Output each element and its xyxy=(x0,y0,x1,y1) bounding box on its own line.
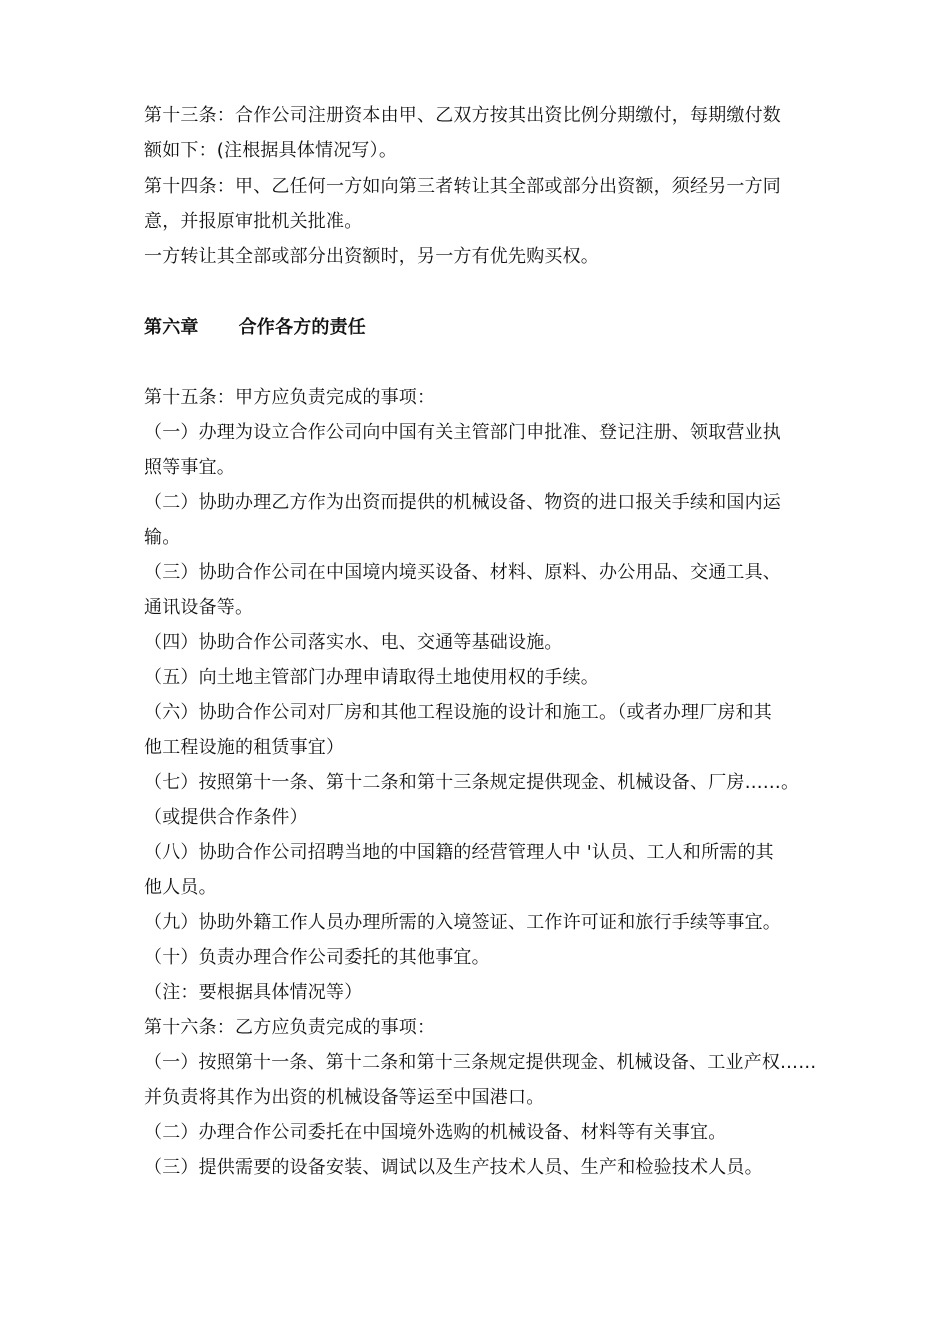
article-15-item-6-line-2: 他工程设施的租赁事宜） xyxy=(144,737,345,758)
article-15-item-6-line-1: （六）协助合作公司对厂房和其他工程设施的设计和施工。（或者办理厂房和其 xyxy=(144,702,772,723)
article-16-item-2: （二）办理合作公司委托在中国境外选购的机械设备、材料等有关事宜。 xyxy=(144,1122,727,1143)
article-15-heading: 第十五条：甲方应负责完成的事项： xyxy=(144,387,436,408)
article-15-item-8-line-2: 他人员。 xyxy=(144,877,217,898)
article-13-line-2: 额如下：(注根据具体情况写）。 xyxy=(144,140,398,161)
article-15-item-7-line-1: （七）按照第十一条、第十二条和第十三条规定提供现金、机械设备、厂房……。 xyxy=(144,772,800,793)
article-15-item-9: （九）协助外籍工作人员办理所需的入境签证、工作许可证和旅行手续等事宜。 xyxy=(144,912,781,933)
article-15-item-3-line-2: 通讯设备等。 xyxy=(144,597,254,618)
article-15-item-3-line-1: （三）协助合作公司在中国境内境买设备、材料、原料、办公用品、交通工具、 xyxy=(144,562,781,583)
article-15-item-4: （四）协助合作公司落实水、电、交通等基础设施。 xyxy=(144,632,563,653)
article-14-line-1: 第十四条：甲、乙任何一方如向第三者转让其全部或部分出资额，须经另一方同 xyxy=(144,176,781,197)
article-15-item-8-line-1: （八）协助合作公司招聘当地的中国籍的经营管理人中 '认员、工人和所需的其 xyxy=(144,842,774,863)
article-15-item-2-line-2: 输。 xyxy=(144,527,181,548)
chapter-title: 合作各方的责任 xyxy=(238,317,367,338)
chapter-heading xyxy=(144,316,366,340)
article-15-item-2-line-1: （二）协助办理乙方作为出资而提供的机械设备、物资的进口报关手续和国内运 xyxy=(144,492,781,513)
article-14-line-3: 一方转让其全部或部分出资额时，另一方有优先购买权。 xyxy=(144,246,599,267)
article-13-line-1: 第十三条：合作公司注册资本由甲、乙双方按其出资比例分期缴付，每期缴付数 xyxy=(144,105,781,126)
article-15-item-7-line-2: （或提供合作条件） xyxy=(144,807,308,828)
article-15-item-10: （十）负责办理合作公司委托的其他事宜。 xyxy=(144,947,490,968)
article-15-item-1-line-1: （一）办理为设立合作公司向中国有关主管部门申批准、登记注册、领取营业执 xyxy=(144,422,781,443)
article-14-line-2: 意，并报原审批机关批准。 xyxy=(144,211,363,232)
article-15-item-1-line-2: 照等事宜。 xyxy=(144,457,235,478)
chapter-number: 第六章 xyxy=(144,317,199,338)
article-15-note: （注：要根据具体情况等） xyxy=(144,982,363,1003)
article-16-heading: 第十六条：乙方应负责完成的事项： xyxy=(144,1017,436,1038)
article-15-item-5: （五）向土地主管部门办理申请取得土地使用权的手续。 xyxy=(144,667,599,688)
article-16-item-3: （三）提供需要的设备安装、调试以及生产技术人员、生产和检验技术人员。 xyxy=(144,1157,763,1178)
article-16-item-1-line-1: （一）按照第十一条、第十二条和第十三条规定提供现金、机械设备、工业产权…… xyxy=(144,1052,817,1073)
article-16-item-1-line-2: 并负责将其作为出资的机械设备等运至中国港口。 xyxy=(144,1087,545,1108)
